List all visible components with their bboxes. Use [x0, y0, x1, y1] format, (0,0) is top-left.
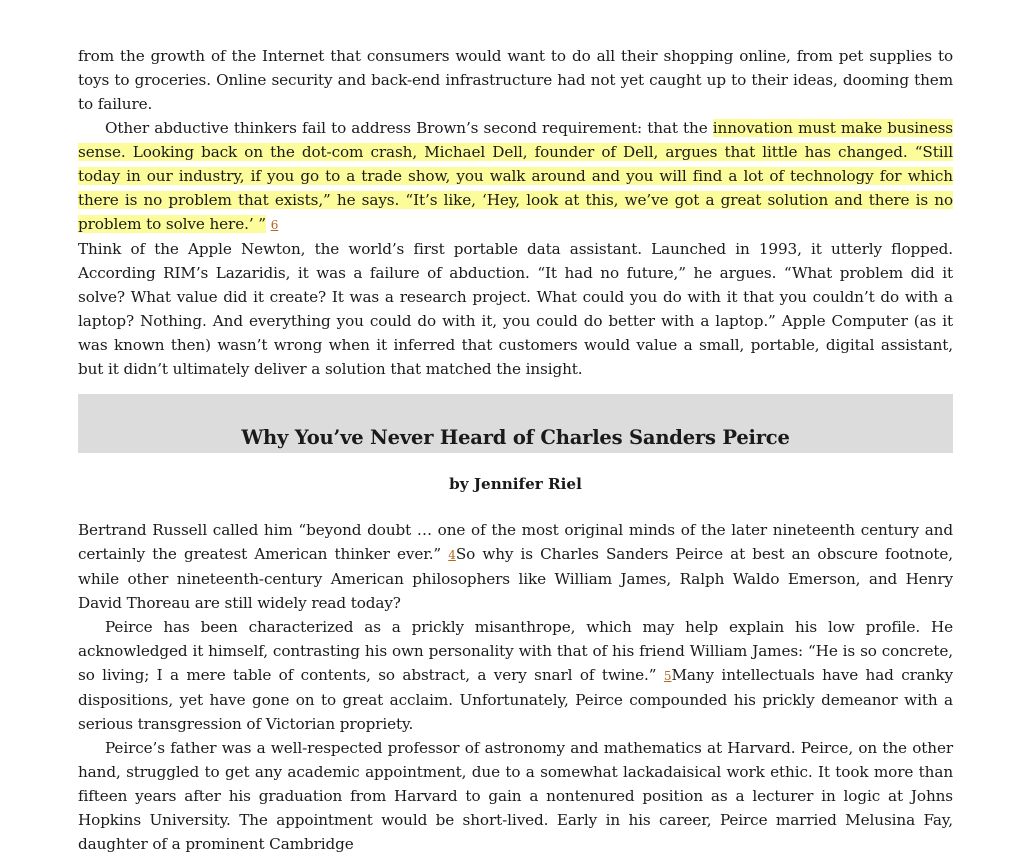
paragraph-dotcom-ending	[78, 44, 953, 116]
author-byline: by Jennifer Riel	[449, 475, 582, 493]
paragraph-text: Other abductive thinkers fail to address Brown’s second requirement: that the	[105, 119, 713, 137]
footnote-link[interactable]: 6	[270, 218, 279, 232]
footnote-link[interactable]: 4	[448, 548, 456, 562]
paragraph-text: Bertrand Russell called him “beyond doubt … one of the most original minds of the later nineteenth century and certainly the greatest American thinker ever.”	[78, 521, 953, 563]
section-heading-box	[78, 394, 953, 453]
paragraph-text: Peirce’s father was a well-respected professor of astronomy and mathematics at Harvard. Peirce, on the other hand, struggled to get any academic appointment, due to a somewhat lackadaisical work ethic. It took more than fifteen years after his graduation from Harvard to gain a nontenured position as a lecturer in logic at Johns Hopkins University. The appointment would be short-lived. Early in his career, Peirce married Melusina Fay, daughter of a prominent Cambridge	[78, 739, 953, 853]
paragraph-text: from the growth of the Internet that consumers would want to do all their shopping online, from pet supplies to toys to groceries. Online security and back-end infrastructure had not yet caught up to their ideas, dooming them to failure.	[78, 47, 953, 113]
paragraph-peirce-father	[78, 736, 953, 856]
paragraph-text: So why is Charles Sanders Peirce at best an obscure footnote, while other nineteenth-century American philosophers like William James, Ralph Waldo Emerson, and Henry David Thoreau are still widely read today?	[78, 545, 954, 612]
paragraph-text: Many intellectuals have had cranky dispositions, yet have gone on to great acclaim. Unfortunately, Peirce compounded his prickly demeanor with a serious transgression of Victorian propriety.	[78, 666, 953, 733]
footnote-link[interactable]: 5	[663, 669, 672, 683]
paragraph-text: Think of the Apple Newton, the world’s first portable data assistant. Launched in 1993, it utterly flopped. According RIM’s Lazaridis, it was a failure of abduction. “It had no future,” he argues. “What problem did it solve? What value did it create? It was a research project. What could you do with it that you couldn’t do with a laptop? Nothing. And everything you could do with it, you could do better with a laptop.” Apple Computer (as it was known then) wasn’t wrong when it inferred that customers would value a small, portable, digital assistant, but it didn’t ultimately deliver a solution that matched the insight.	[78, 240, 953, 378]
paragraph-russell	[78, 518, 953, 615]
paragraph-misanthrope	[78, 615, 953, 736]
section-title: Why You’ve Never Heard of Charles Sanders Peirce	[241, 426, 790, 449]
paragraph-text: Peirce has been characterized as a prickly misanthrope, which may help explain his low profile. He acknowledged it himself, contrasting his own personality with that of his friend William James: “He is so concrete, so living; I a mere table of contents, so abstract, a very snarl of twine.”	[78, 618, 953, 684]
paragraph-business-sense	[78, 116, 953, 381]
book-page	[78, 44, 953, 856]
text-highlight[interactable]: innovation must make business sense. Looking back on the dot-com crash, Michael Dell, founder of Dell, argues that little has changed. “Still today in our industry, if you go to a trade show, you walk around and you will find a lot of technology for which there is no problem that exists,” he says. “It’s like, ‘Hey, look at this, we’ve got a great solution and there is no problem to solve here.’ ”	[78, 119, 953, 233]
